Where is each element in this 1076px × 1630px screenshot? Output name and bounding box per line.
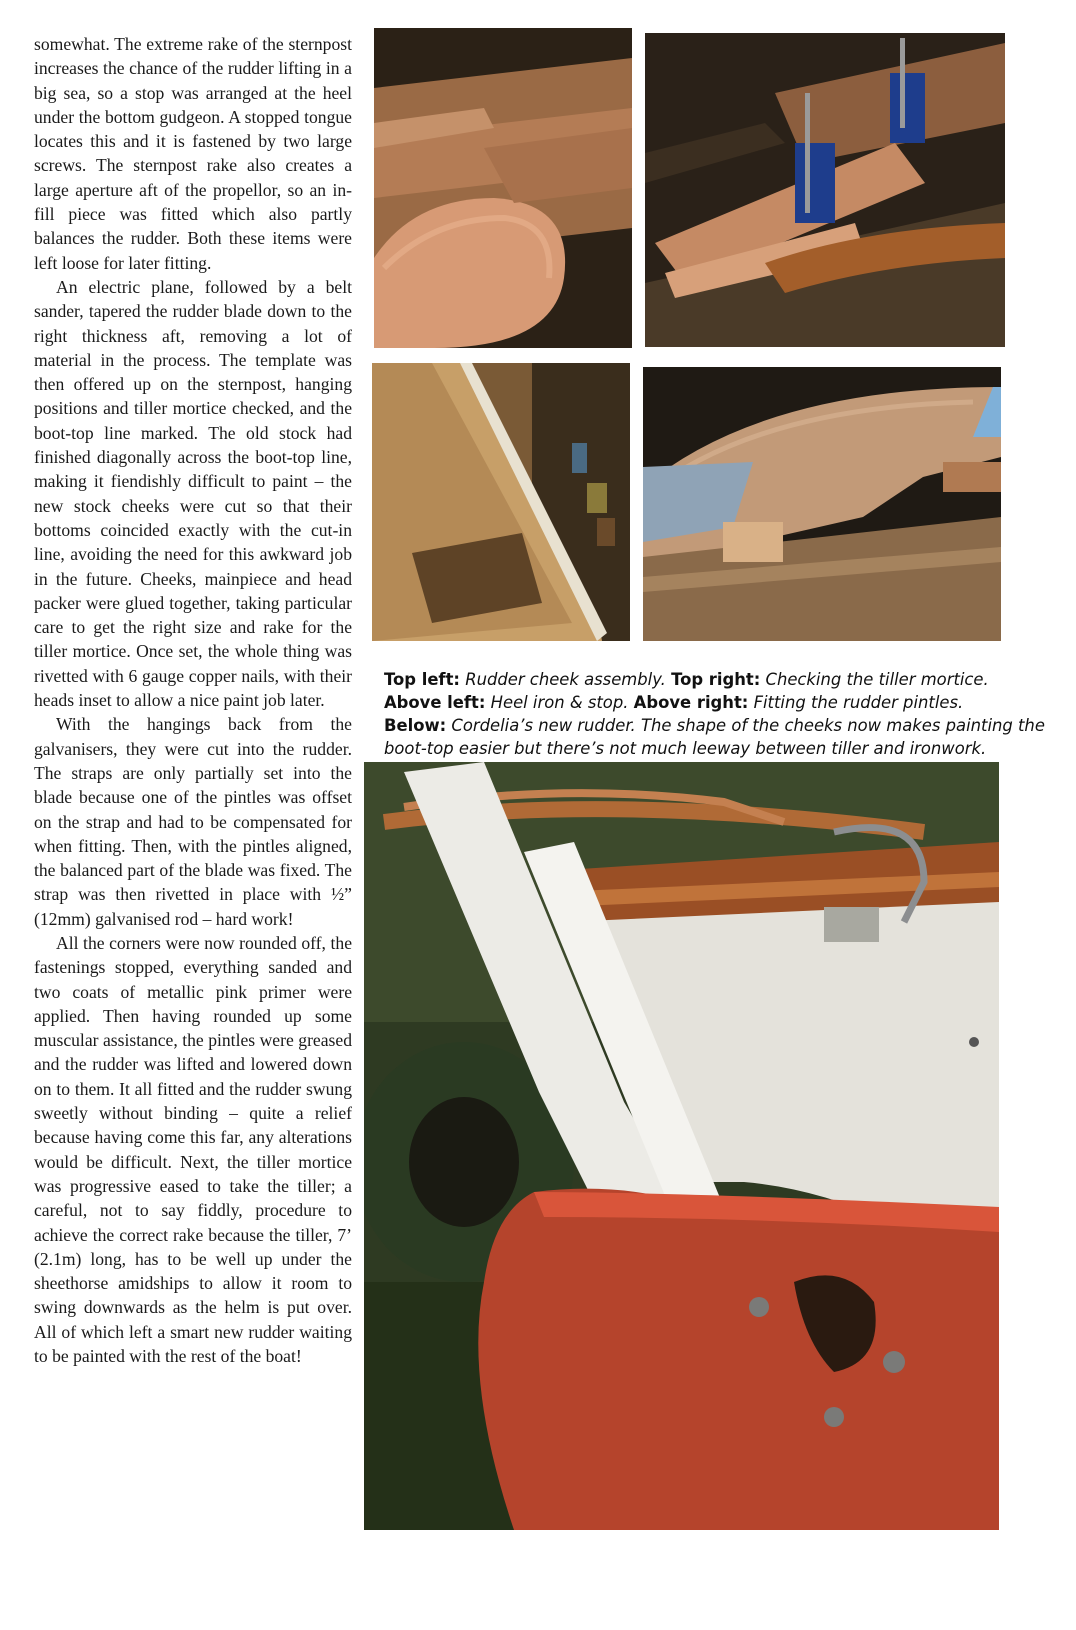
caption-line-1 — [384, 668, 1052, 691]
caption-label-above-right: Above right: — [633, 693, 749, 712]
article-paragraph-3: With the hangings back from the galvanisers, they were cut into the rudder. The straps are only partially set into the blade because one of the pintles was offset on the strap and had to be compensated for when fitting. Then, with the pintles aligned, the balanced part of the blade was fixed. The strap was then rivetted in place with ½” (12mm) galvanised rod – hard work! — [34, 714, 352, 929]
caption-text-top-right: Checking the tiller mortice. — [765, 670, 989, 689]
photo-fitting-rudder-pintles — [643, 367, 1001, 641]
caption-text-below: Cordelia’s new rudder. The shape of the cheeks now makes painting the boot-top easier but there’s not much leeway between tiller and ironwork. — [384, 716, 1045, 758]
photo-caption — [384, 668, 1052, 760]
article-paragraph-1: somewhat. The extreme rake of the sternpost increases the chance of the rudder lifting in a big sea, so a stop was arranged at the heel under the bottom gudgeon. A stopped tongue locates this and it is fastened by two large screws. The sternpost rake also creates a large aperture aft of the propellor, so an in-fill piece was fitted which also partly balances the rudder. Both these items were left loose for later fitting. — [34, 34, 352, 273]
article-text-column — [34, 32, 352, 1368]
caption-label-top-right: Top right: — [671, 670, 761, 689]
photo-heel-iron-and-stop — [372, 363, 630, 641]
article-paragraph-2: An electric plane, followed by a belt sander, tapered the rudder blade down to the right thickness aft, removing a lot of material in the process. The template was then offered up on the sternpost, hanging positions and tiller mortice checked, and the boot-top line marked. The old stock had finished diagonally across the boot-top line, making it fiendishly difficult to paint – the new stock cheeks were cut so that their bottoms coincided exactly with the cut-in line, avoiding the need for this awkward job in the future. Cheeks, mainpiece and head packer were glued together, taking particular care to get the right size and rake for the tiller mortice. Once set, the whole thing was rivetted with 6 gauge copper nails, with their heads inset to allow a nice paint job later. — [34, 276, 352, 711]
caption-text-top-left: Rudder cheek assembly. — [465, 670, 666, 689]
photo-rudder-cheek-assembly — [374, 28, 632, 348]
article-paragraph-4: All the corners were now rounded off, the fastenings stopped, everything sanded and two coats of metallic pink primer were applied. Then having rounded up some muscular assistance, the pintles were greased and the rudder was lifted and lowered down on to them. It all fitted and the rudder swung sweetly without binding – quite a relief because having come this far, any alterations would be difficult. Next, the tiller mortice was progressive eased to take the tiller; a careful, not to say fiddly, procedure to achieve the correct rake because the tiller, 7’ (2.1m) long, has to be well up under the sheethorse amidships to allow it room to swing downwards as the helm is put over. All of which left a smart new rudder waiting to be painted with the rest of the boat! — [34, 932, 352, 1367]
caption-label-above-left: Above left: — [384, 693, 486, 712]
caption-line-3 — [384, 714, 1052, 760]
caption-label-top-left: Top left: — [384, 670, 460, 689]
caption-text-above-left: Heel iron & stop. — [490, 693, 629, 712]
caption-text-above-right: Fitting the rudder pintles. — [753, 693, 964, 712]
photo-cordelia-new-rudder — [364, 762, 999, 1530]
caption-label-below: Below: — [384, 716, 447, 735]
caption-line-2 — [384, 691, 1052, 714]
photo-checking-tiller-mortice — [645, 33, 1005, 347]
